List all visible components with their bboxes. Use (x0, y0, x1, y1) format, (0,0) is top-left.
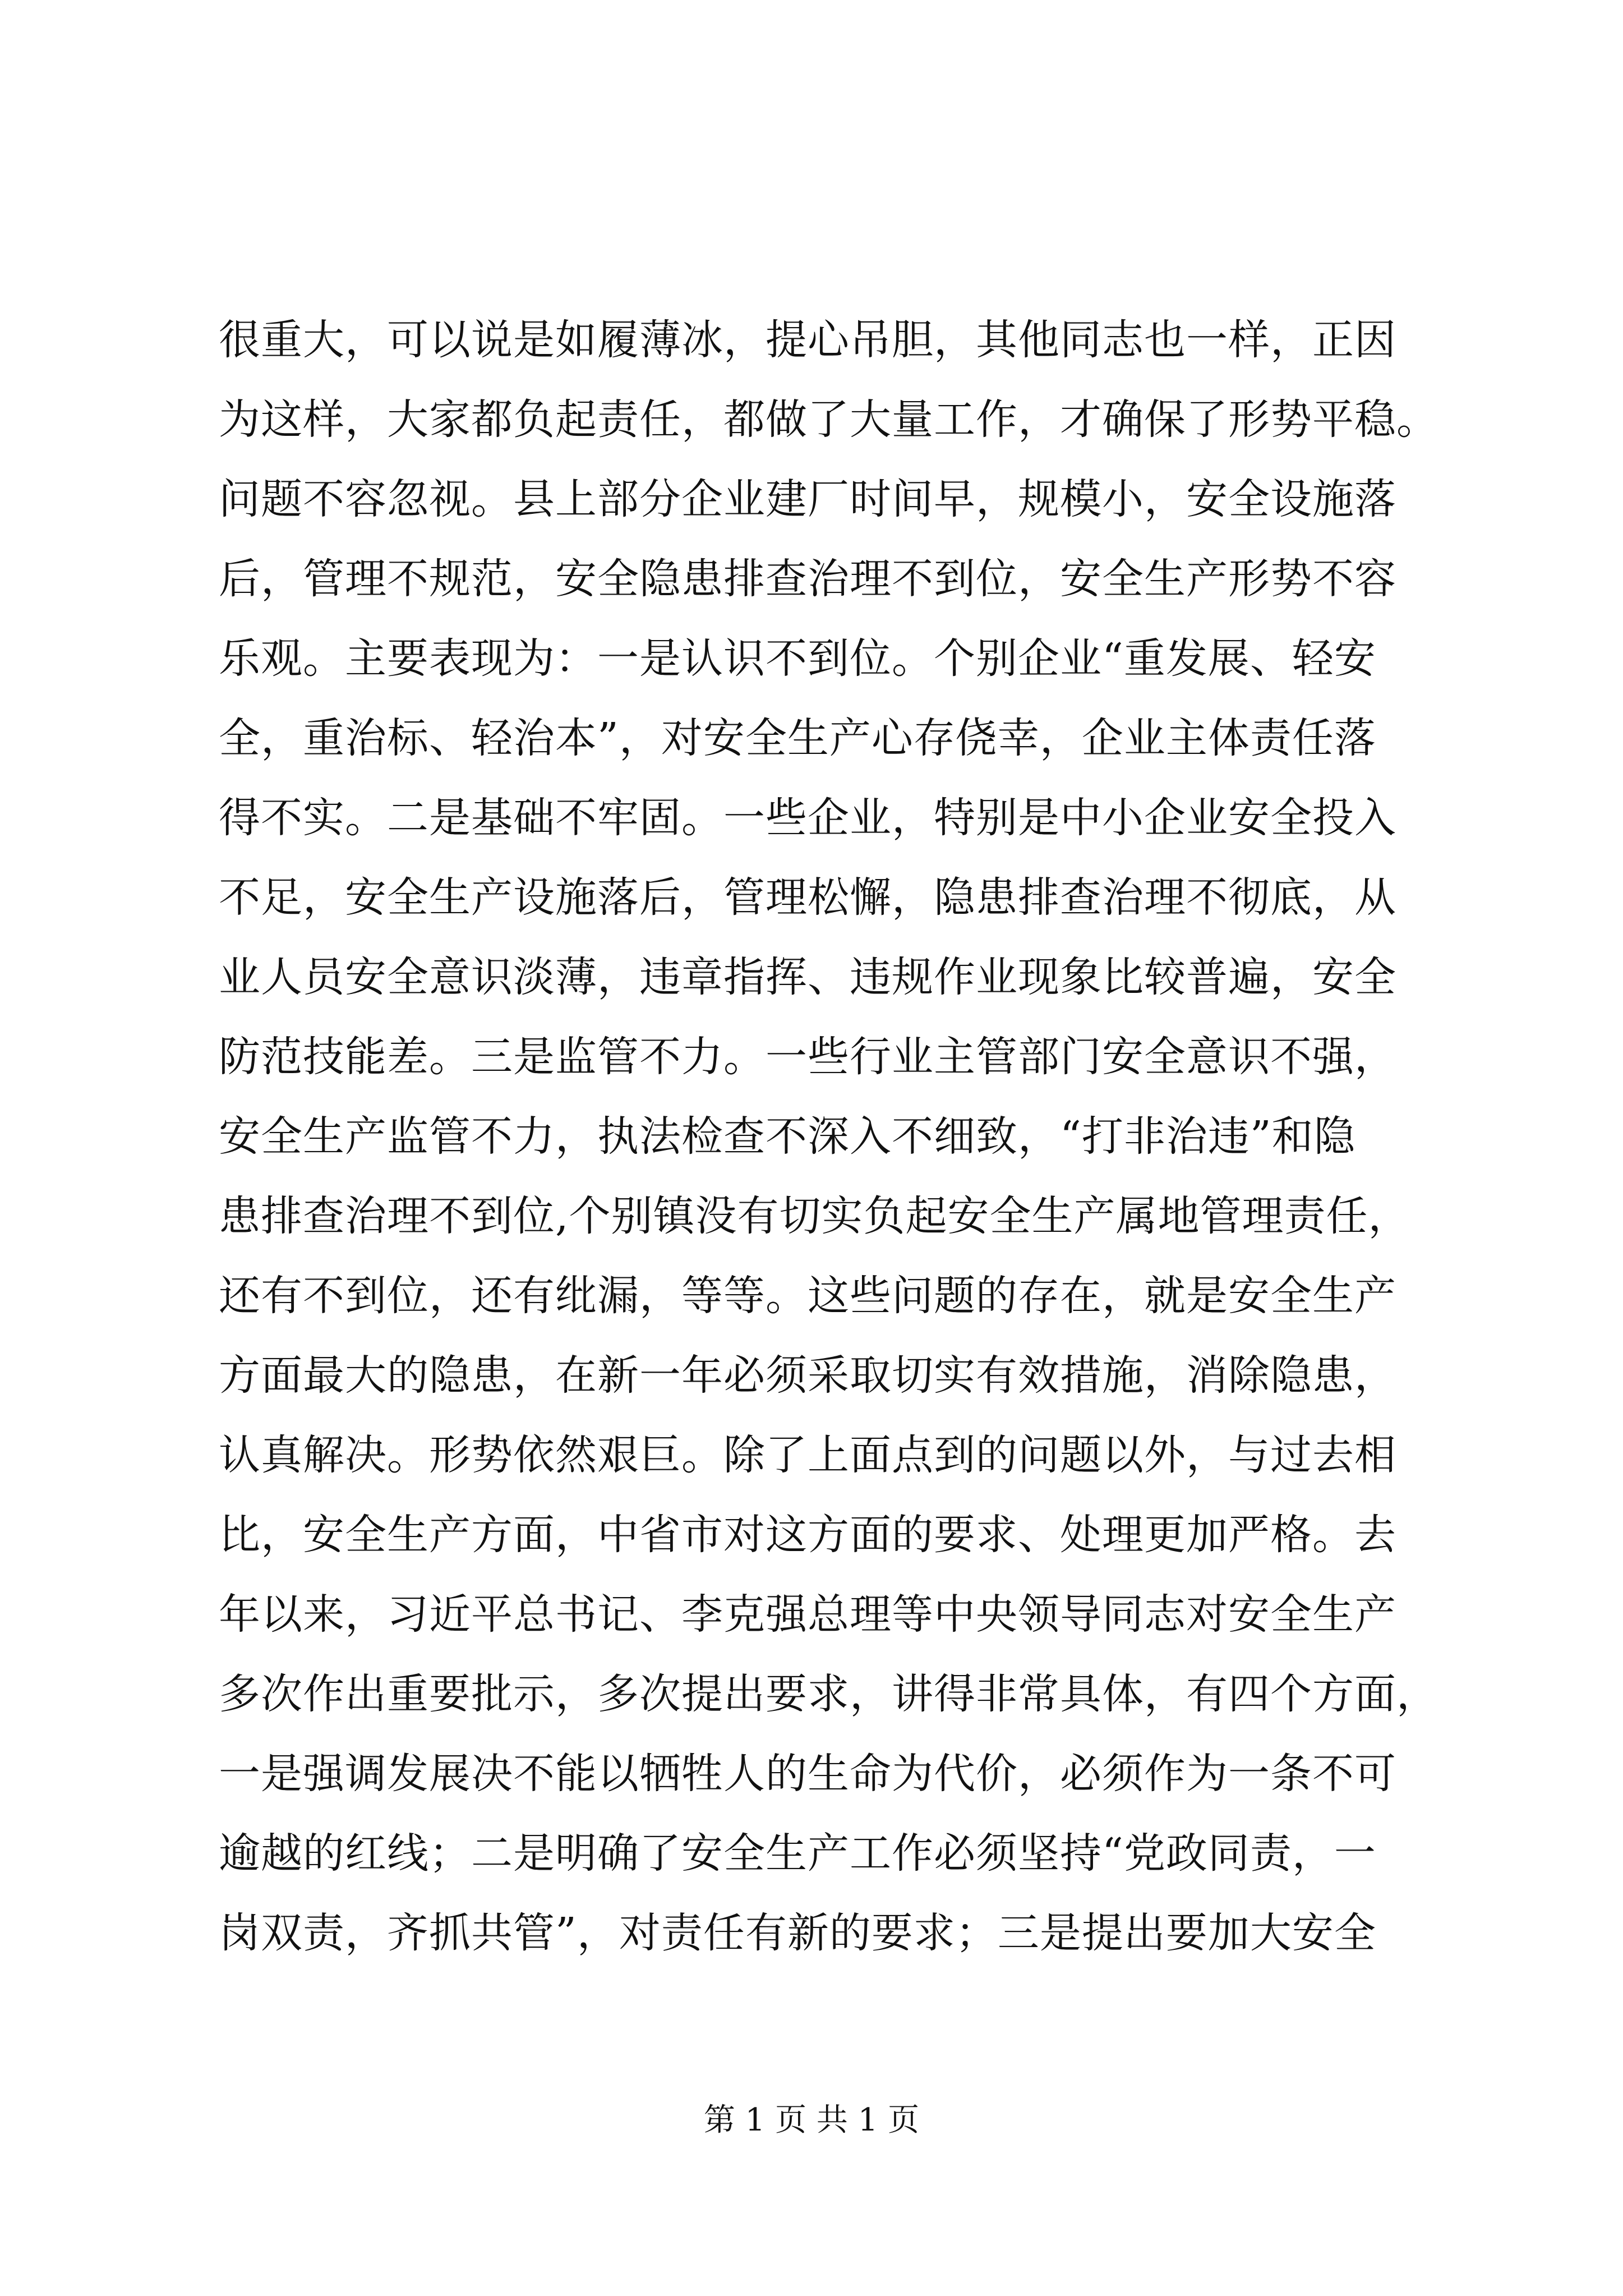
text-line: 逾越的红线；二是明确了安全生产工作必须坚持“党政同责，一 (219, 1829, 1376, 1878)
text-line: 认真解决。形势依然艰巨。除了上面点到的问题以外，与过去相 (219, 1431, 1396, 1479)
text-line: 一是强调发展决不能以牺牲人的生命为代价，必须作为一条不可 (219, 1750, 1396, 1798)
text-line: 后，管理不规范，安全隐患排查治理不到位，安全生产形势不容 (219, 555, 1396, 603)
text-line: 年以来，习近平总书记、李克强总理等中央领导同志对安全生产 (219, 1590, 1396, 1639)
text-line: 防范技能差。三是监管不力。一些行业主管部门安全意识不强， (219, 1033, 1396, 1081)
text-line: 业人员安全意识淡薄，违章指挥、违规作业现象比较普遍，安全 (219, 953, 1396, 1001)
text-line: 还有不到位，还有纰漏，等等。这些问题的存在，就是安全生产 (219, 1272, 1396, 1320)
page-footer: 第 1 页 共 1 页 (703, 2102, 920, 2138)
text-line: 多次作出重要批示，多次提出要求，讲得非常具体，有四个方面， (219, 1670, 1438, 1718)
text-line: 不足，安全生产设施落后，管理松懈，隐患排查治理不彻底，从 (219, 873, 1396, 922)
text-line: 为这样，大家都负起责任，都做了大量工作，才确保了形势平稳。 (219, 395, 1438, 444)
text-line: 岗双责，齐抓共管”，对责任有新的要求；三是提出要加大安全 (219, 1909, 1376, 1957)
text-line: 比，安全生产方面，中省市对这方面的要求、处理更加严格。去 (219, 1511, 1396, 1559)
body-text (219, 300, 1438, 1973)
text-line: 全，重治标、轻治本”，对安全生产心存侥幸，企业主体责任落 (219, 714, 1376, 762)
text-line: 患排查治理不到位,个别镇没有切实负起安全生产属地管理责任， (219, 1192, 1410, 1240)
text-line: 问题不容忽视。县上部分企业建厂时间早，规模小，安全设施落 (219, 475, 1396, 523)
text-line: 安全生产监管不力，执法检查不深入不细致，“打非治违”和隐 (219, 1112, 1356, 1161)
text-line: 很重大，可以说是如履薄冰，提心吊胆，其他同志也一样，正因 (219, 316, 1396, 364)
text-line: 方面最大的隐患，在新一年必须采取切实有效措施，消除隐患， (219, 1351, 1396, 1400)
text-line: 乐观。主要表现为：一是认识不到位。个别企业“重发展、轻安 (219, 634, 1376, 683)
text-line: 得不实。二是基础不牢固。一些企业，特别是中小企业安全投入 (219, 794, 1396, 842)
